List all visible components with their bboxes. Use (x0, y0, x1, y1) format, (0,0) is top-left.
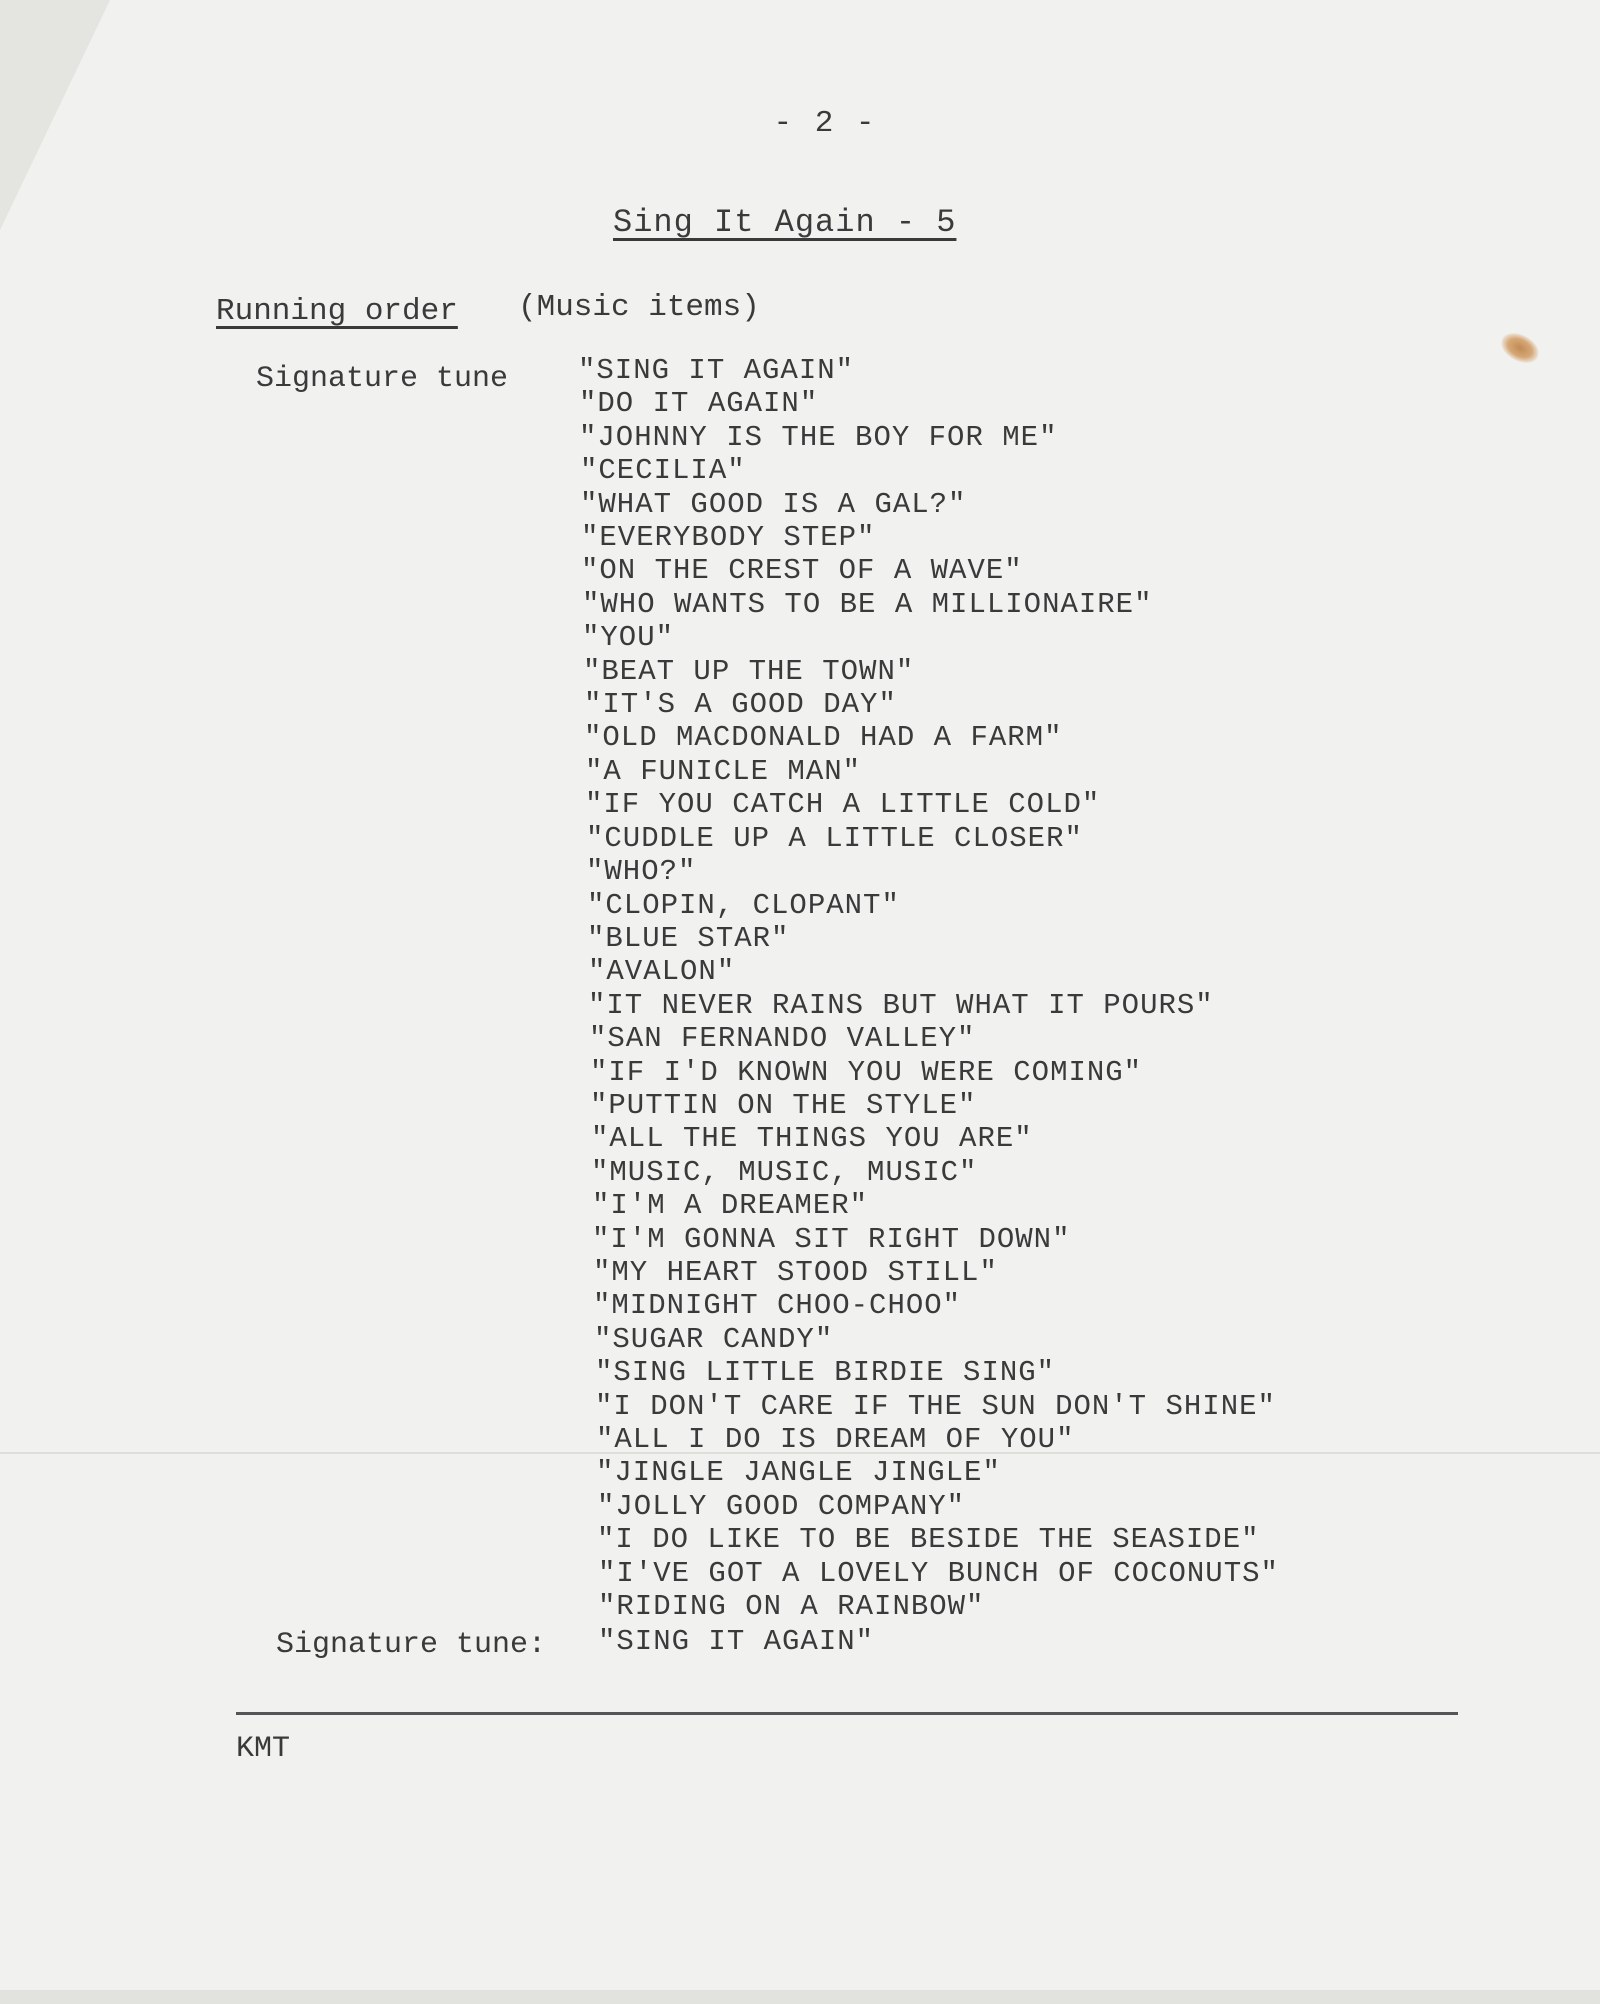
paper-stain (1496, 327, 1544, 369)
song-item: "I DO LIKE TO BE BESIDE THE SEASIDE" (597, 1523, 1260, 1557)
song-item: "OLD MACDONALD HAD A FARM" (584, 721, 1063, 755)
song-item: "SAN FERNANDO VALLEY" (589, 1022, 976, 1056)
song-item: "I'M A DREAMER" (592, 1189, 869, 1223)
song-item: "EVERYBODY STEP" (581, 521, 876, 555)
song-item: "IF YOU CATCH A LITTLE COLD" (585, 788, 1101, 822)
song-list (578, 354, 1279, 1623)
song-item: "AVALON" (588, 955, 736, 989)
song-item: "BLUE STAR" (587, 921, 790, 955)
song-item: "MY HEART STOOD STILL" (593, 1255, 998, 1289)
song-item: "YOU" (582, 621, 675, 655)
section-note: (Music items) (518, 290, 760, 325)
song-item: "CLOPIN, CLOPANT" (587, 888, 900, 922)
song-item: "JOHNNY IS THE BOY FOR ME" (579, 420, 1058, 454)
song-item: "RIDING ON A RAINBOW" (598, 1590, 985, 1624)
song-item: "CUDDLE UP A LITTLE CLOSER" (586, 821, 1083, 855)
document-title: Sing It Again - 5 (613, 204, 957, 241)
song-item: "WHAT GOOD IS A GAL?" (580, 487, 967, 521)
song-item: "JINGLE JANGLE JINGLE" (596, 1456, 1001, 1490)
song-item: "DO IT AGAIN" (579, 387, 819, 421)
song-item: "I'VE GOT A LOVELY BUNCH OF COCONUTS" (598, 1556, 1279, 1590)
horizontal-rule (236, 1712, 1458, 1715)
song-item: "SING LITTLE BIRDIE SING" (595, 1356, 1056, 1390)
song-item: "I'M GONNA SIT RIGHT DOWN" (592, 1222, 1071, 1256)
signature-tune-label-bottom: Signature tune: (276, 1628, 547, 1662)
song-item: "SING IT AGAIN" (578, 354, 855, 387)
song-item: "ALL I DO IS DREAM OF YOU" (596, 1423, 1075, 1456)
page-number: - 2 - (773, 106, 877, 141)
song-item: "CECILIA" (580, 454, 746, 488)
signature-tune-label-top: Signature tune (256, 362, 509, 396)
song-item: "PUTTIN ON THE STYLE" (590, 1088, 977, 1122)
folded-corner (0, 0, 110, 230)
paper-bottom-edge (0, 1990, 1600, 2004)
song-item: "A FUNICLE MAN" (585, 754, 862, 788)
song-item: "MIDNIGHT CHOO-CHOO" (593, 1289, 962, 1323)
song-item: "MUSIC, MUSIC, MUSIC" (591, 1155, 978, 1189)
signature-tune-song-bottom: "SING IT AGAIN" (598, 1625, 875, 1658)
author-initials: KMT (236, 1732, 291, 1766)
song-item: "ALL THE THINGS YOU ARE" (591, 1122, 1033, 1156)
song-item: "WHO WANTS TO BE A MILLIONAIRE" (582, 587, 1153, 621)
song-item: "IT'S A GOOD DAY" (584, 688, 897, 722)
song-item: "IT NEVER RAINS BUT WHAT IT POURS" (588, 988, 1214, 1022)
song-item: "IF I'D KNOWN YOU WERE COMING" (590, 1055, 1143, 1089)
song-item: "SUGAR CANDY" (594, 1322, 834, 1356)
song-item: "I DON'T CARE IF THE SUN DON'T SHINE" (595, 1389, 1276, 1423)
song-item: "BEAT UP THE TOWN" (583, 654, 915, 688)
song-item: "ON THE CREST OF A WAVE" (581, 554, 1023, 588)
song-item: "WHO?" (586, 855, 697, 889)
song-item: "JOLLY GOOD COMPANY" (597, 1489, 966, 1523)
section-heading: Running order (216, 294, 458, 329)
